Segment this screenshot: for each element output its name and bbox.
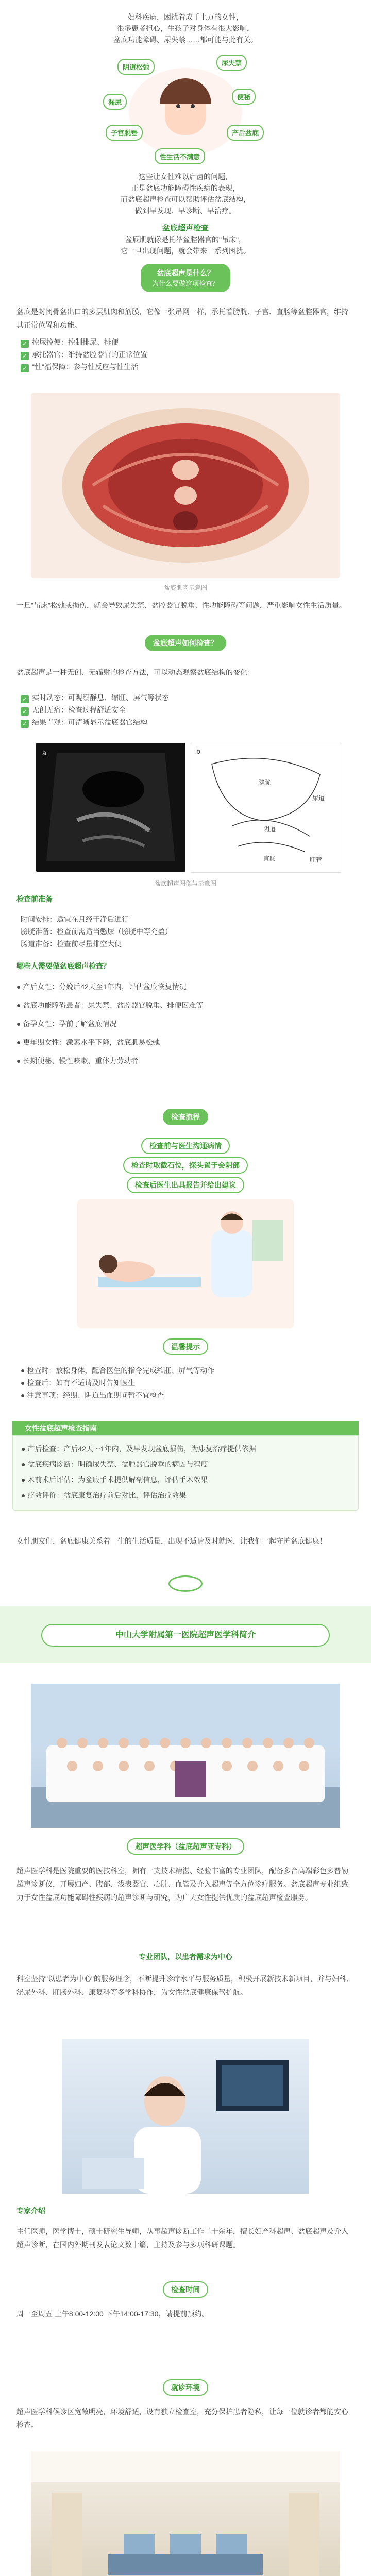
ultrasound-image	[36, 743, 185, 872]
summary-block	[0, 1421, 371, 1534]
function-checklist	[0, 336, 371, 382]
exam-illustration-block	[0, 1194, 371, 1338]
prep-item: 肠道准备：检查前尽量排空大便	[21, 940, 122, 948]
question-header-1	[0, 264, 371, 305]
feature-checklist	[0, 691, 371, 738]
department-banner-block	[0, 1606, 371, 1684]
check-icon: ✓	[21, 695, 29, 703]
intro-line: 妇科疾病，困扰着成千上万的女性，	[128, 13, 243, 21]
intro-block	[0, 0, 371, 47]
check-item: ✓ 承托器官：维持盆腔器官的正常位置	[21, 348, 371, 361]
svg-text:b: b	[196, 747, 200, 755]
svg-text:阴道: 阴道	[263, 825, 276, 833]
exam-time-title: 检查时间	[163, 2281, 208, 2298]
env-text: 超声医学科候诊区宽敞明亮，环境舒适，设有独立检查室，充分保护患者隐私，让每一位就诊者都能安心检查。	[16, 2408, 348, 2429]
check-item: ✓ 控尿控便：控制排尿、排便	[21, 336, 371, 348]
intro2-block	[0, 166, 371, 223]
env-title: 就诊环境	[163, 2379, 208, 2396]
symptom-bubble: 性生活不满意	[155, 148, 205, 164]
svg-text:a: a	[42, 749, 46, 757]
check-icon: ✓	[21, 364, 29, 372]
highlight-block	[0, 223, 371, 264]
who-item: ● 产后女性：分娩后42天至1年内，评估盆底恢复情况	[16, 982, 187, 991]
intro-line: 很多患者担心，生孩子对身体有很大影响，	[117, 24, 254, 32]
question-title: 检查流程	[163, 1109, 208, 1125]
check-item: ✓ "性"福保障：参与性反应与性生活	[21, 361, 371, 373]
diagram-caption: 盆底肌肉示意图	[163, 584, 207, 591]
symptom-bubble: 产后盆底	[227, 125, 264, 141]
who-item: ● 长期便秘、慢性咳嗽、重体力劳动者	[16, 1057, 139, 1065]
doctor-photo-block	[0, 2039, 371, 2204]
flow-step: 检查后医生出具报告并给出建议	[127, 1177, 244, 1193]
closing-block	[0, 1534, 371, 1575]
exam-illustration	[77, 1199, 294, 1328]
symptom-illustration	[0, 47, 371, 166]
question-title: 盆底超声是什么？	[156, 269, 214, 277]
department-banner	[0, 1606, 371, 1663]
doctor-name-block	[0, 2204, 371, 2225]
prep-item: 时间安排：适宜在月经干净后进行	[21, 915, 129, 923]
team-photo	[31, 1684, 340, 1828]
flow-list	[0, 1138, 371, 1194]
doctor-bio: 主任医师，医学博士，硕士研究生导师，从事超声诊断工作二十余年，擅长妇产科超声、盆底超声及介入超声诊断，在国内外期刊发表论文数十篇，主持及参与多项科研课题。	[16, 2227, 348, 2249]
doctor-photo	[62, 2039, 309, 2194]
env-header	[0, 2379, 371, 2405]
environment-photo-block	[0, 2451, 371, 2576]
ultrasound-schematic	[191, 743, 341, 873]
woman-face-illustration	[129, 68, 242, 156]
dept-p1-block	[0, 1864, 371, 1952]
who-item: ● 盆底功能障碍患者：尿失禁、盆腔器官脱垂、排便困难等	[16, 1001, 204, 1009]
highlight-title: 盆底超声检查	[162, 224, 209, 232]
env-text-block	[0, 2405, 371, 2451]
dept-subtitle-block	[0, 1838, 371, 1864]
svg-text:直肠: 直肠	[263, 855, 276, 862]
prep-list	[0, 913, 371, 959]
question-header-2	[0, 635, 371, 666]
svg-text:膀胱: 膀胱	[258, 779, 271, 786]
flow-step: 检查时取截石位，探头置于会阴部	[123, 1157, 248, 1174]
summary-item: ● 术前术后评估：为盆底手术提供解剖信息，评估手术效果	[21, 1476, 208, 1484]
summary-item: ● 疗效评价：盆底康复治疗前后对比，评估治疗效果	[21, 1491, 187, 1499]
team-photo-block	[0, 1684, 371, 1838]
environment-photo	[31, 2451, 340, 2576]
highlight-line: 它一旦出现问题，就会带来一系列困扰。	[121, 247, 250, 255]
check-icon: ✓	[21, 352, 29, 360]
section3-intro: 盆底超声是一种无创、无辐射的检查方法，可以动态观察盆底结构的变化：	[16, 668, 255, 676]
symptom-bubble: 漏尿	[103, 94, 127, 110]
summary-item: ● 产后检查：产后42天～1年内，及早发现盆底损伤，为康复治疗提供依据	[21, 1445, 256, 1453]
question-subtitle: 为什么要做这项检查？	[151, 280, 219, 287]
dept-sub2-block	[0, 1952, 371, 1972]
svg-text:尿道: 尿道	[312, 794, 325, 802]
exam-time-block	[0, 2307, 371, 2379]
check-item: ✓ 实时动态：可观察静息、缩肛、屏气等状态	[21, 691, 371, 704]
intro2-line: 做到早发现、早诊断、早治疗。	[135, 207, 236, 215]
exam-time-header	[0, 2281, 371, 2307]
check-icon: ✓	[21, 340, 29, 348]
department-title: 中山大学附属第一医院超声医学科简介	[41, 1624, 330, 1647]
who-title: 哪些人需要做盆底超声检查？	[16, 962, 110, 970]
prep-title: 检查前准备	[16, 895, 53, 903]
symptom-bubble: 尿失禁	[216, 55, 247, 71]
who-item: ● 更年期女性：激素水平下降，盆底肌易松弛	[16, 1038, 160, 1046]
check-icon: ✓	[21, 720, 29, 728]
who-list	[0, 980, 371, 1109]
symptom-bubble: 阴道松弛	[117, 59, 155, 75]
intro2-line: 这些让女性难以启齿的问题，	[139, 173, 232, 181]
dept-paragraph: 科室坚持"以患者为中心"的服务理念，不断提升诊疗水平与服务质量，积极开展新技术新项目，并与妇科、泌尿外科、肛肠外科、康复科等多学科协作，为女性盆底健康保驾护航。	[16, 1975, 353, 1996]
ultrasound-figure	[0, 738, 371, 892]
summary-item: ● 盆底疾病诊断：明确尿失禁、盆腔器官脱垂的病因与程度	[21, 1460, 208, 1468]
dept-paragraph: 超声医学科是医院重要的医技科室，拥有一支技术精湛、经验丰富的专业团队，配备多台高端彩色多普勒超声诊断仪，开展妇产、腹部、浅表器官、心脏、血管及介入超声等全方位诊疗服务。盆底超声专业组致力于女性盆底功能障碍性疾病的超声诊断与研究，为广大女性提供优质的盆底超声检查服务。	[16, 1867, 348, 1902]
who-title-block	[0, 959, 371, 980]
prep-item: 膀胱准备：检查前需适当憋尿（膀胱中等充盈）	[21, 927, 172, 936]
section3-intro-block	[0, 666, 371, 691]
symptom-bubble: 子宫脱垂	[106, 125, 143, 141]
who-item: ● 备孕女性：孕前了解盆底情况	[16, 1020, 117, 1028]
symptom-bubble: 便秘	[232, 89, 256, 105]
doctor-text-block	[0, 2225, 371, 2281]
exam-time-text: 周一至周五 上午8:00-12:00 下午14:00-17:30，请提前预约。	[16, 2310, 209, 2318]
highlight-line: 盆底肌就像是托举盆腔器官的"吊床"，	[125, 235, 246, 244]
notes-header	[0, 1338, 371, 1364]
check-item: ✓ 结果直观：可清晰显示盆底器官结构	[21, 716, 371, 728]
check-item: ✓ 无创无痛：检查过程舒适安全	[21, 704, 371, 716]
note-item: ● 检查后：如有不适请及时告知医生	[21, 1379, 136, 1387]
note-item: ● 注意事项：经期、阴道出血期间暂不宜检查	[21, 1391, 164, 1399]
notes-title: 温馨提示	[163, 1338, 208, 1355]
divider-ornament	[168, 1575, 203, 1592]
closing-text: 女性朋友们，盆底健康关系着一生的生活质量，出现不适请及时就医，让我们一起守护盆底健康！	[16, 1537, 327, 1545]
intro2-line: 而盆底超声检查可以帮助评估盆底结构，	[121, 195, 250, 204]
notes-list	[0, 1364, 371, 1421]
summary-bar: 女性盆底超声检查指南	[12, 1421, 359, 1435]
svg-text:肛管: 肛管	[310, 856, 323, 863]
divider-block	[0, 1575, 371, 1606]
intro2-line: 正是盆底功能障碍性疾病的表现，	[131, 184, 240, 192]
section1-text-block	[0, 305, 371, 336]
section2-text-block	[0, 599, 371, 635]
dept-p2-block	[0, 1972, 371, 2039]
section2-text: 一旦"吊床"松弛或损伤，就会导致尿失禁、盆腔器官脱垂、性功能障碍等问题，严重影响女性生活质量。	[16, 601, 346, 609]
note-item: ● 检查时：放松身体，配合医生的指令完成缩肛、屏气等动作	[21, 1366, 215, 1375]
pelvic-anatomy-image	[31, 393, 340, 578]
check-icon: ✓	[21, 707, 29, 716]
summary-card	[12, 1435, 359, 1511]
pelvic-diagram-block	[0, 382, 371, 599]
dept-subheading: 专业团队，以患者需求为中心	[139, 1953, 232, 1961]
section1-text: 盆底是封闭骨盆出口的多层肌肉和筋膜，它像一张吊网一样，承托着膀胱、子宫、直肠等盆腔器官，维持其正常位置和功能。	[16, 308, 348, 329]
doctor-title: 专家介绍	[16, 2207, 45, 2215]
question-title: 盆底超声如何检查？	[145, 635, 226, 651]
dept-subtitle: 超声医学科（盆底超声亚专科）	[127, 1838, 244, 1855]
ultrasound-caption: 盆底超声图像与示意图	[154, 880, 216, 887]
prep-title-block	[0, 892, 371, 913]
intro-line: 盆底功能障碍、尿失禁……都可能与此有关。	[113, 36, 258, 44]
flow-step: 检查前与医生沟通病情	[141, 1138, 230, 1154]
question-header-3	[0, 1109, 371, 1134]
